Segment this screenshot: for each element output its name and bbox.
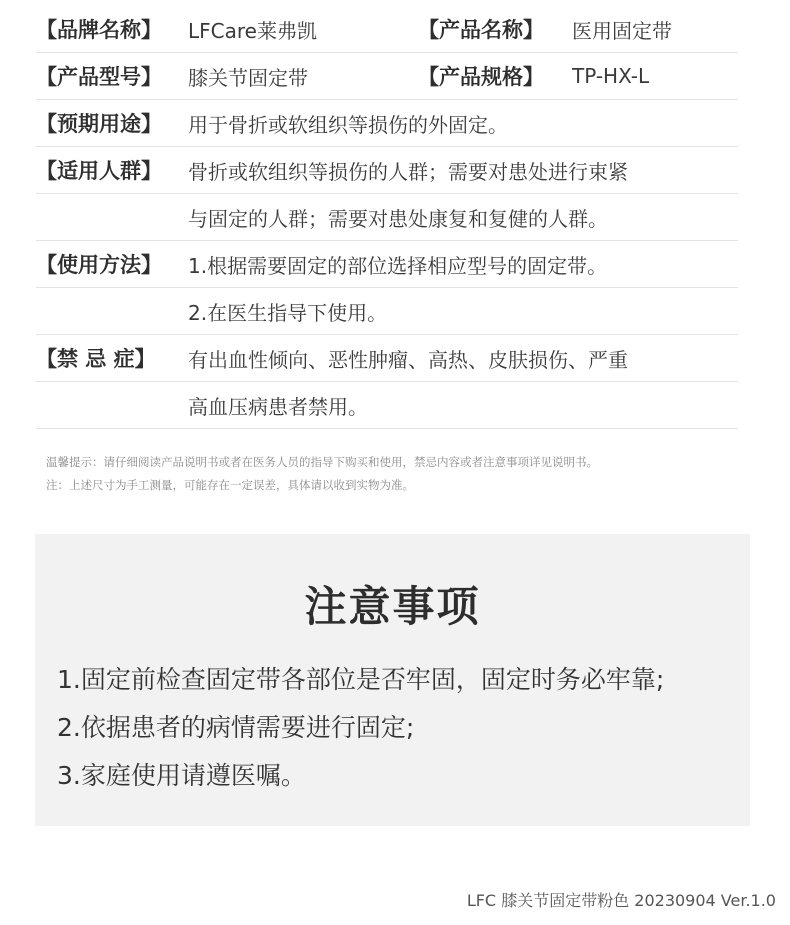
contraindication-line-1: 有出血性倾向、恶性肿瘤、高热、皮肤损伤、严重	[188, 347, 628, 372]
precautions-panel	[35, 534, 750, 826]
spec-row-usage-2	[36, 288, 738, 335]
purpose-label: 【预期用途】	[36, 112, 162, 136]
product-label: 【产品名称】	[418, 18, 544, 42]
model-value: 膝关节固定带	[188, 65, 308, 90]
spec-row-audience-2	[36, 194, 738, 241]
spec-row-contra-2	[36, 382, 738, 429]
usage-line-1: 1.根据需要固定的部位选择相应型号的固定带。	[188, 253, 608, 278]
brand-cell	[36, 14, 418, 44]
product-cell	[418, 14, 738, 44]
spec-row-brand	[36, 6, 738, 53]
audience-line-1: 骨折或软组织等损伤的人群；需要对患处进行束紧	[188, 159, 628, 184]
audience-line-2: 与固定的人群；需要对患处康复和复健的人群。	[188, 206, 608, 231]
size-value: TP-HX-L	[572, 64, 650, 88]
spec-row-usage-1	[36, 241, 738, 288]
usage-label: 【使用方法】	[36, 253, 162, 277]
spec-row-contra-1	[36, 335, 738, 382]
contraindication-label: 【禁 忌 症】	[36, 347, 156, 371]
contraindication-line-2: 高血压病患者禁用。	[188, 394, 368, 419]
brand-label: 【品牌名称】	[36, 18, 162, 42]
spec-table	[36, 6, 738, 429]
purpose-value: 用于骨折或软组织等损伤的外固定。	[188, 112, 508, 137]
precaution-item-1: 1.固定前检查固定带各部位是否牢固，固定时务必牢靠;	[57, 665, 665, 694]
model-label: 【产品型号】	[36, 65, 162, 89]
precaution-item-2: 2.依据患者的病情需要进行固定;	[57, 713, 415, 742]
product-value: 医用固定带	[572, 18, 672, 43]
size-label: 【产品规格】	[418, 65, 544, 89]
measure-note: 注：上述尺寸为手工测量，可能存在一定误差，具体请以收到实物为准。	[46, 478, 414, 492]
size-cell	[418, 61, 738, 91]
spec-row-purpose	[36, 100, 738, 147]
version-label: LFC 膝关节固定带粉色 20230904 Ver.1.0	[466, 891, 776, 910]
tip-note: 温馨提示：请仔细阅读产品说明书或者在医务人员的指导下购买和使用，禁忌内容或者注意事项详见说明书。	[46, 455, 598, 469]
precaution-item-3: 3.家庭使用请遵医嘱。	[57, 761, 306, 790]
spec-row-model	[36, 53, 738, 100]
usage-line-2: 2.在医生指导下使用。	[188, 300, 388, 325]
precautions-title: 注意事项	[304, 582, 481, 631]
brand-value: LFCare莱弗凯	[188, 18, 317, 43]
model-cell	[36, 61, 418, 91]
audience-label: 【适用人群】	[36, 159, 162, 183]
spec-row-audience-1	[36, 147, 738, 194]
